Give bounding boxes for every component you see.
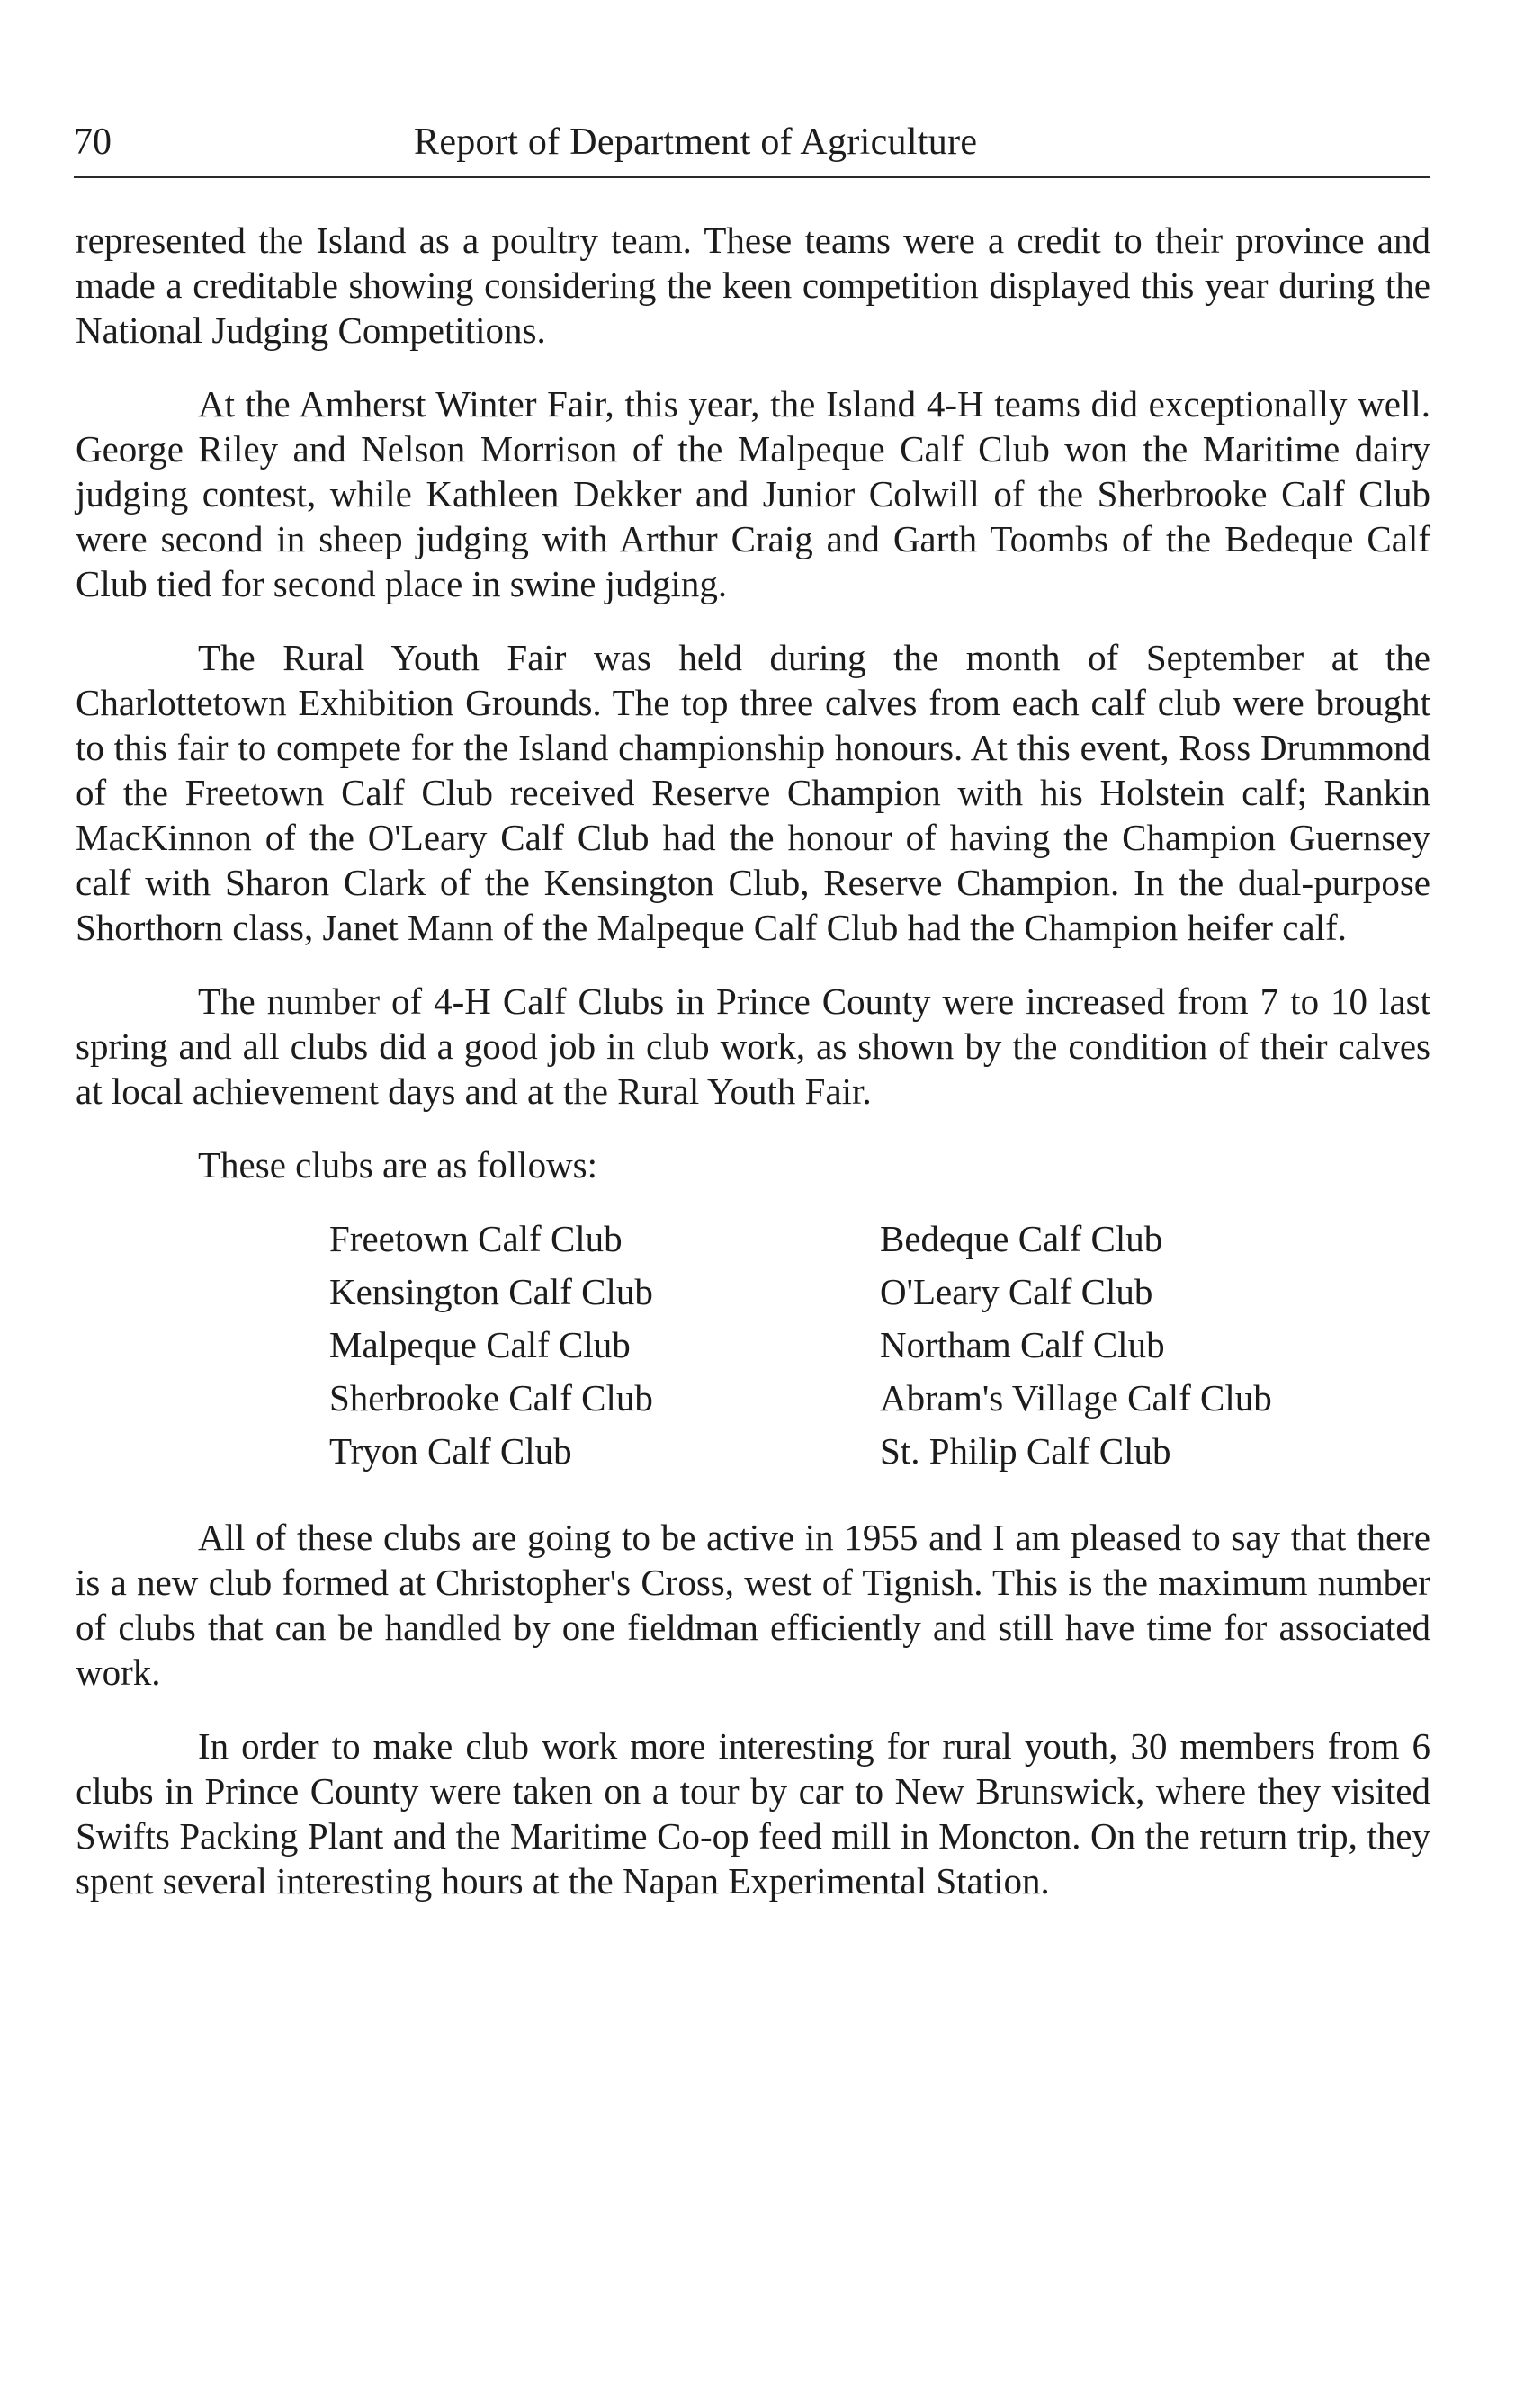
club-item: Abram's Village Calf Club bbox=[880, 1377, 1272, 1419]
club-item: St. Philip Calf Club bbox=[880, 1430, 1171, 1472]
club-item: Northam Calf Club bbox=[880, 1324, 1165, 1365]
club-item: Freetown Calf Club bbox=[329, 1218, 623, 1259]
club-item: O'Leary Calf Club bbox=[880, 1271, 1153, 1312]
club-item: Bedeque Calf Club bbox=[880, 1218, 1163, 1259]
club-item: Tryon Calf Club bbox=[329, 1430, 572, 1472]
page-number: 70 bbox=[74, 121, 112, 163]
paragraph-continuation: represented the Island as a poultry team. These teams were a credit to their province and made a creditable showing considering the keen competition displayed this year during the National Judging Competitions. bbox=[76, 219, 1430, 351]
body-text bbox=[76, 218, 1430, 1932]
club-item: Sherbrooke Calf Club bbox=[329, 1377, 653, 1419]
paragraph-amherst-fair: At the Amherst Winter Fair, this year, the Island 4-H teams did exceptionally well. George Riley and Nelson Morrison of the Malpeque Calf Club won the Maritime dairy judging contest, while Kathleen Dekker and Junior Colwill of the Sherbrooke Calf Club were second in sheep judging with Arthur Craig and Garth Toombs of the Bedeque Calf Club tied for second place in swine judging. bbox=[76, 383, 1430, 604]
running-header bbox=[74, 115, 1430, 169]
club-item: Malpeque Calf Club bbox=[329, 1324, 631, 1365]
header-rule bbox=[74, 176, 1430, 178]
club-list-left-column bbox=[329, 1213, 653, 1478]
clubs-intro: These clubs are as follows: bbox=[198, 1144, 598, 1186]
running-title: Report of Department of Agriculture bbox=[414, 121, 978, 163]
paragraph-calf-clubs-count: The number of 4-H Calf Clubs in Prince County were increased from 7 to 10 last spring and all clubs did a good job in club work, as shown by the condition of their calves at local achievement days and at the Rural Youth Fair. bbox=[76, 980, 1430, 1112]
club-list-right-column bbox=[880, 1213, 1272, 1478]
paragraph-rural-youth-fair: The Rural Youth Fair was held during the month of September at the Charlottetown Exhibition Grounds. The top three calves from each calf club were brought to this fair to compete for the Island championship honours. At this event, Ross Drummond of the Freetown Calf Club received Reserve Champion with his Holstein calf; Rankin MacKinnon of the O'Leary Calf Club had the honour of having the Champion Guernsey calf with Sharon Clark of the Kensington Club, Reserve Champion. In the dual-purpose Shorthorn class, Janet Mann of the Malpeque Calf Club had the Champion heifer calf. bbox=[76, 637, 1430, 948]
club-list bbox=[76, 1213, 1430, 1482]
club-item: Kensington Calf Club bbox=[329, 1271, 653, 1312]
paragraph-new-brunswick-tour: In order to make club work more interesting for rural youth, 30 members from 6 clubs in Prince County were taken on a tour by car to New Brunswick, where they visited Swifts Packing Plant and the Maritime Co-op feed mill in Moncton. On the return trip, they spent several interesting hours at the Napan Experimental Station. bbox=[76, 1725, 1430, 1902]
paragraph-clubs-active-1955: All of these clubs are going to be active in 1955 and I am pleased to say that there is a new club formed at Christopher's Cross, west of Tignish. This is the maximum number of clubs that can be handled by one fieldman efficiently and still have time for associated work. bbox=[76, 1517, 1430, 1693]
